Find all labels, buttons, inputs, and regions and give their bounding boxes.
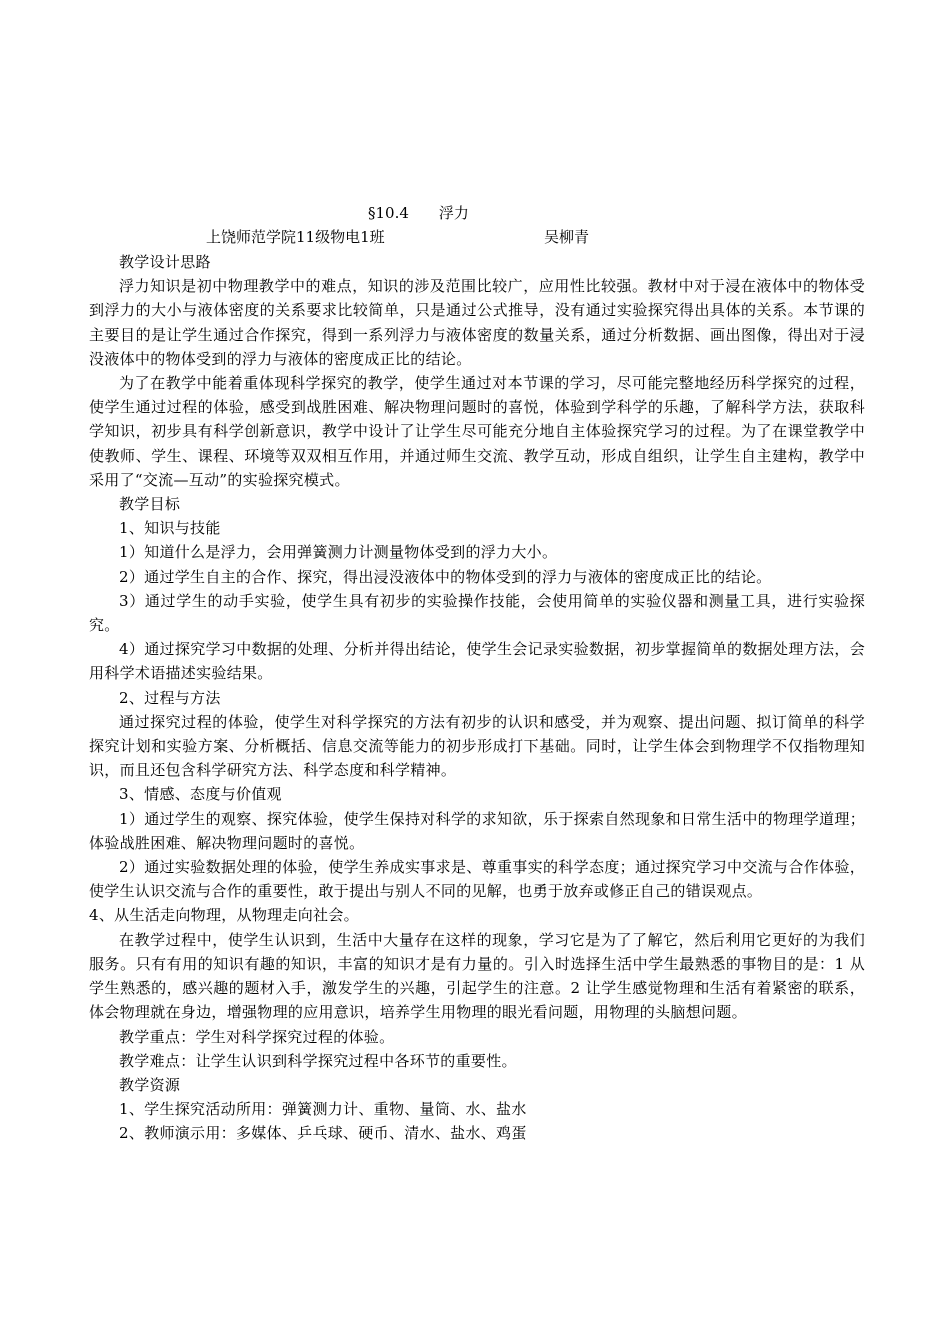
author-name: 吴柳青 (544, 228, 590, 246)
paragraph: 1、知识与技能 (119, 519, 221, 538)
paragraph: 1）通过学生的观察、探究体验，使学生保持对科学的求知欲，乐于探索自然现象和日常生活中的物理学道理；体验战胜困难、解决物理问题时的喜悦。 (89, 809, 865, 852)
paragraph: 浮力知识是初中物理教学中的难点，知识的涉及范围比较广，应用性比较强。教材中对于浸在液体中的物体受到浮力的大小与液体密度的关系要求比较简单，只是通过公式推导，没有通过实验探究得出具体的关系。本节课的主要目的是让学生通过合作探究，得到一系列浮力与液体密度的数量关系，通过分析数据、画出图像，得出对于浸没液体中的物体受到的浮力与液体的密度成正比的结论。 (89, 277, 865, 368)
paragraph: 2、教师演示用：多媒体、乒乓球、硬币、清水、盐水、鸡蛋 (119, 1124, 527, 1143)
paragraph: 教学重点：学生对科学探究过程的体验。 (119, 1027, 395, 1046)
paragraph: 教学资源 (119, 1075, 181, 1094)
document-body (89, 250, 865, 1146)
paragraph: 4、从生活走向物理，从物理走向社会。 (89, 906, 359, 925)
paragraph: 3、情感、态度与价值观 (119, 785, 282, 804)
affiliation: 上饶师范学院11级物电1班 (206, 228, 385, 246)
paragraph: 1）知道什么是浮力，会用弹簧测力计测量物体受到的浮力大小。 (119, 543, 558, 562)
author-line (206, 226, 590, 247)
paragraph: 3）通过学生的动手实验，使学生具有初步的实验操作技能，会使用简单的实验仪器和测量工具，进行实验探究。 (89, 591, 865, 635)
paragraph: 教学设计思路 (119, 253, 211, 271)
paragraph: 4）通过探究学习中数据的处理、分析并得出结论，使学生会记录实验数据，初步掌握简单的数据处理方法，会用科学术语描述实验结果。 (89, 640, 865, 683)
paragraph: 教学目标 (119, 495, 181, 514)
paragraph: 2）通过学生自主的合作、探究，得出浸没液体中的物体受到的浮力与液体的密度成正比的结论。 (119, 567, 772, 586)
paragraph: 通过探究过程的体验，使学生对科学探究的方法有初步的认识和感受，并为观察、提出问题、拟订简单的科学探究计划和实验方案、分析概括、信息交流等能力的初步形成打下基础。同时，让学生体会到物理学不仅指物理知识，而且还包含科学研究方法、科学态度和科学精神。 (89, 712, 865, 780)
paragraph: 2）通过实验数据处理的体验，使学生养成实事求是、尊重事实的科学态度；通过探究学习中交流与合作体验，使学生认识交流与合作的重要性，敢于提出与别人不同的见解，也勇于放弃或修正自己的错误观点。 (89, 858, 865, 901)
document-title: §10.4 浮力 (368, 204, 469, 222)
paragraph: 教学难点：让学生认识到科学探究过程中各环节的重要性。 (119, 1051, 517, 1070)
paragraph: 为了在教学中能着重体现科学探究的教学，使学生通过对本节课的学习，尽可能完整地经历科学探究的过程，使学生通过过程的体验，感受到战胜困难、解决物理问题时的喜悦，体验到学科学的乐趣，了解科学方法，获取科学知识，初步具有科学创新意识，教学中设计了让学生尽可能充分地自主体验探究学习的过程。为了在课堂教学中使教师、学生、课程、环境等双双相互作用，并通过师生交流、教学互动，形成自组织，让学生自主建构，教学中采用了“交流—互动”的实验探究模式。 (89, 374, 865, 489)
paragraph: 2、过程与方法 (119, 688, 221, 707)
paragraph: 1、学生探究活动所用：弹簧测力计、重物、量筒、水、盐水 (119, 1100, 527, 1119)
paragraph: 在教学过程中，使学生认识到，生活中大量存在这样的现象，学习它是为了了解它，然后利用它更好的为我们服务。只有有用的知识有趣的知识，丰富的知识才是有力量的。引入时选择生活中学生最熟悉的事物目的是：1 从学生熟悉的，感兴趣的题材入手，激发学生的兴趣，引起学生的注意。2 让学生感觉物理和生活有着紧密的联系，体会物理就在身边，增强物理的应用意识，培养学生用物理的眼光看问题，用物理的头脑想问题。 (89, 930, 865, 1022)
